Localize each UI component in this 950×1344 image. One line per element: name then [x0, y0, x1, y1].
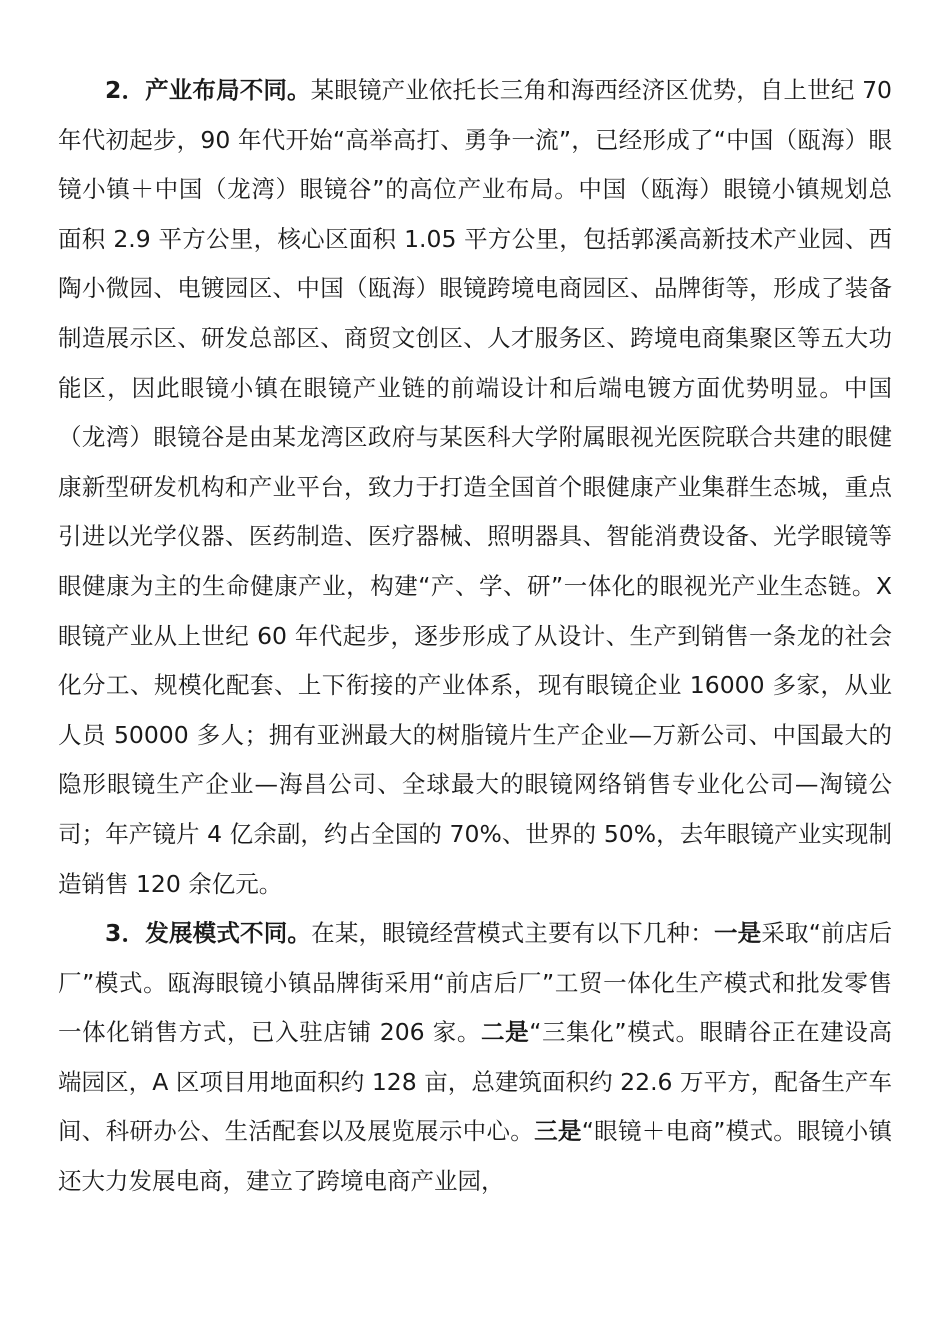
enumeration-lead-first: 一是 [713, 919, 762, 948]
document-page [58, 66, 892, 1207]
enumeration-lead-third: 三是 [534, 1117, 582, 1146]
enumeration-lead-second: 二是 [480, 1018, 530, 1047]
paragraph-body: 某眼镜产业依托长三角和海西经济区优势，自上世纪 70 年代初起步，90 年代开始“高举高打、勇争一流”，已经形成了“中国（瓯海）眼镜小镇＋中国（龙湾）眼镜谷”的高位产业布局。中国（瓯海）眼镜小镇规划总面积 2.9 平方公里，核心区面积 1.05 平方公里，包括郭溪高新技术产业园、西陶小微园、电镀园区、中国（瓯海）眼镜跨境电商园区、品牌街等，形成了装备制造展示区、研发总部区、商贸文创区、人才服务区、跨境电商集聚区等五大功能区，因此眼镜小镇在眼镜产业链的前端设计和后端电镀方面优势明显。中国（龙湾）眼镜谷是由某龙湾区政府与某医科大学附属眼视光医院联合共建的眼健康新型研发机构和产业平台，致力于打造全国首个眼健康产业集群生态城，重点引进以光学仪器、医药制造、医疗器械、照明器具、智能消费设备、光学眼镜等眼健康为主的生命健康产业，构建“产、学、研”一体化的眼视光产业生态链。X 眼镜产业从上世纪 60 年代起步，逐步形成了从设计、生产到销售一条龙的社会化分工、规模化配套、上下衔接的产业体系，现有眼镜企业 16000 多家，从业人员 50000 多人；拥有亚洲最大的树脂镜片生产企业—万新公司、中国最大的隐形眼镜生产企业—海昌公司、全球最大的眼镜网络销售专业化公司—淘镜公司；年产镜片 4 亿余副，约占全国的 70%、世界的 50%，去年眼镜产业实现制造销售 120 余亿元。 [58, 76, 892, 898]
paragraph-body: “眼镜＋电商”模式。眼镜小镇还大力发展电商，建立了跨境电商产业园， [58, 1117, 893, 1196]
paragraph-body: “三集化”模式。眼睛谷正在建设高端园区，A 区项目用地面积约 128 亩，总建筑面积约 22.6 万平方，配备生产车间、科研办公、生活配套以及展览展示中心。 [58, 1018, 892, 1146]
paragraph-body: 采取“前店后厂”模式。瓯海眼镜小镇品牌街采用“前店后厂”工贸一体化生产模式和批发零售一体化销售方式，已入驻店铺 206 家。 [58, 919, 893, 1047]
paragraph-industry-layout [58, 66, 892, 909]
paragraph-development-model [58, 909, 892, 1207]
section-heading-industry-layout: 2．产业布局不同。 [105, 76, 311, 104]
paragraph-body: 在某，眼镜经营模式主要有以下几种： [311, 919, 714, 948]
section-heading-development-model: 3．发展模式不同。 [105, 919, 312, 948]
